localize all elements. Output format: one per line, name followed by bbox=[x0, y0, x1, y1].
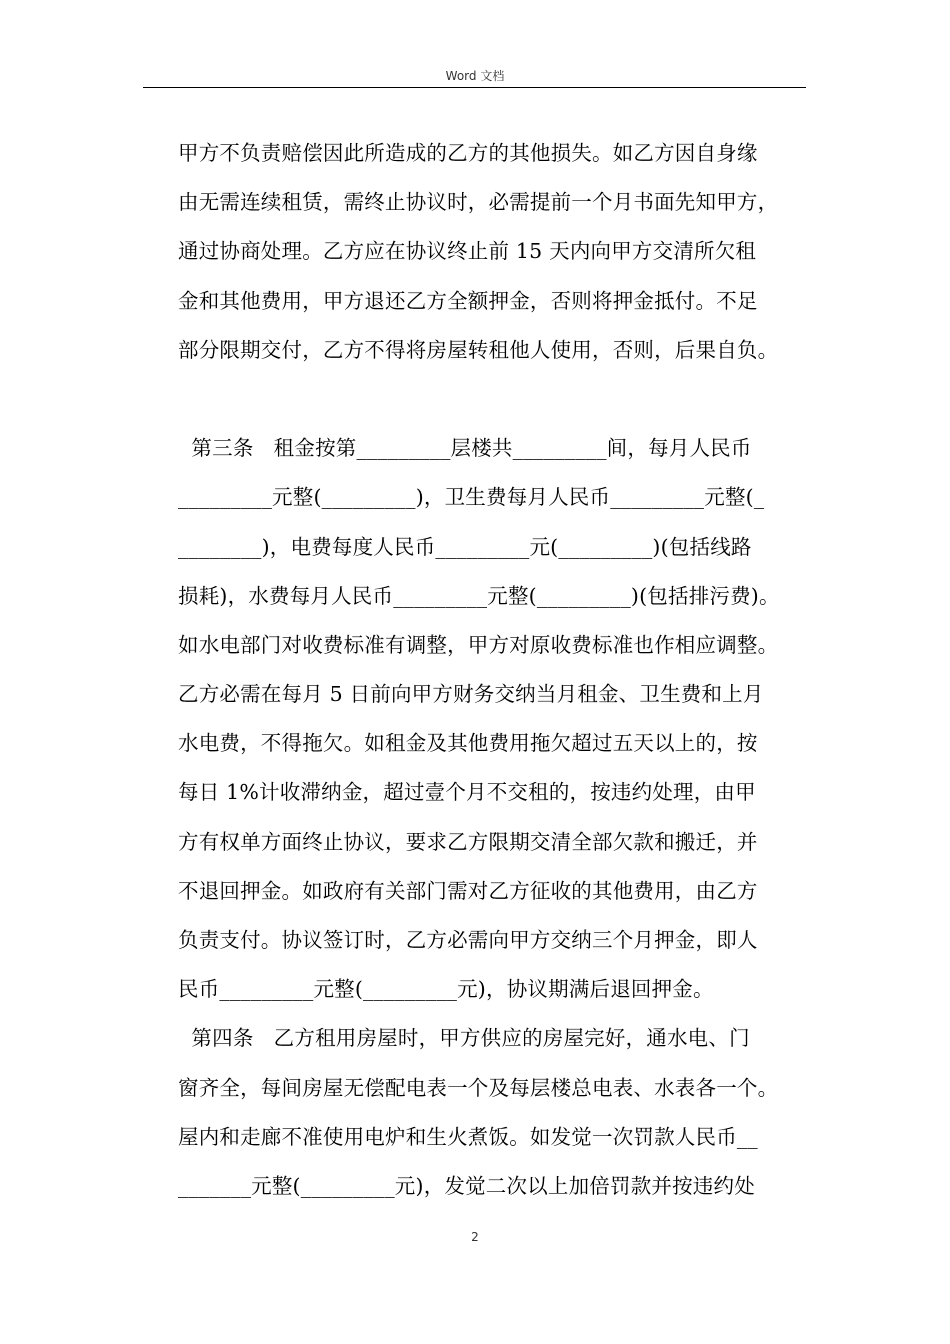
text-line: 部分限期交付，乙方不得将房屋转租他人使用，否则，后果自负。 bbox=[178, 337, 779, 362]
text-line: 不退回押金。如政府有关部门需对乙方征收的其他费用，由乙方 bbox=[178, 878, 758, 903]
text-line: 甲方不负责赔偿因此所造成的乙方的其他损失。如乙方因自身缘 bbox=[178, 141, 758, 165]
article-3-heading-line: 第三条 租金按第_________层楼共_________间，每月人民币 bbox=[178, 436, 752, 461]
text-line: ________)，电费每度人民币_________元(_________)(包括线路 bbox=[178, 534, 752, 559]
text-line: 损耗)，水费每月人民币_________元整(_________)(包括排污费)。 bbox=[178, 583, 780, 608]
text-line: 金和其他费用，甲方退还乙方全额押金，否则将押金抵付。不足 bbox=[178, 288, 758, 313]
text-line: 屋内和走廊不准使用电炉和生火煮饭。如发觉一次罚款人民币__ bbox=[178, 1124, 758, 1149]
text-line: 水电费，不得拖欠。如租金及其他费用拖欠超过五天以上的，按 bbox=[178, 731, 758, 756]
text-line: 方有权单方面终止协议，要求乙方限期交清全部欠款和搬迁，并 bbox=[178, 829, 758, 854]
text-line: 民币_________元整(_________元)，协议期满后退回押金。 bbox=[178, 977, 714, 1002]
text-line: 由无需连续租赁，需终止协议时，必需提前一个月书面先知甲方， bbox=[178, 190, 779, 215]
article-4-heading-line: 第四条 乙方租用房屋时，甲方供应的房屋完好，通水电、门 bbox=[178, 1026, 750, 1051]
document-header-title: Word 文档 bbox=[445, 69, 505, 83]
text-line: 乙方必需在每月 5 日前向甲方财务交纳当月租金、卫生费和上月 bbox=[178, 682, 764, 707]
document-body bbox=[178, 132, 818, 1214]
page-number: 2 bbox=[471, 1230, 479, 1244]
text-line: _________元整(_________)，卫生费每月人民币_________元整(_ bbox=[178, 485, 765, 510]
paragraph-gap bbox=[178, 378, 818, 427]
text-line: 如水电部门对收费标准有调整，甲方对原收费标准也作相应调整。 bbox=[178, 632, 779, 657]
text-line: 通过协商处理。乙方应在协议终止前 15 天内向甲方交清所欠租 bbox=[178, 239, 757, 264]
text-line: 每日 1%计收滞纳金，超过壹个月不交租的，按违约处理，由甲 bbox=[178, 780, 756, 805]
text-line: _______元整(_________元)，发觉二次以上加倍罚款并按违约处 bbox=[178, 1173, 755, 1198]
header-divider bbox=[143, 87, 806, 88]
text-line: 窗齐全，每间房屋无偿配电表一个及每层楼总电表、水表各一个。 bbox=[178, 1075, 779, 1100]
text-line: 负责支付。协议签订时，乙方必需向甲方交纳三个月押金，即人 bbox=[178, 928, 758, 952]
